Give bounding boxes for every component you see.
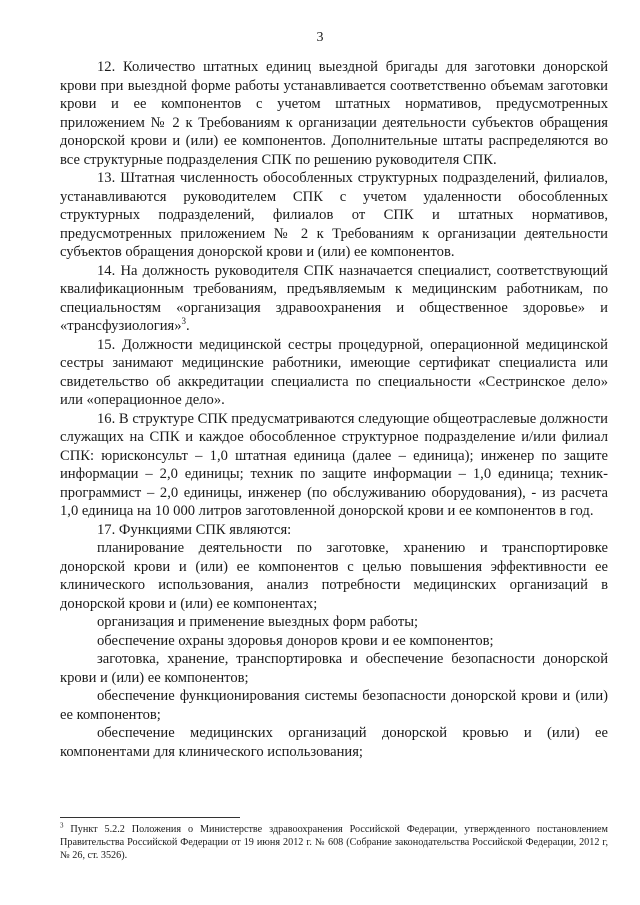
function-item: организация и применение выездных форм работы;: [97, 614, 419, 630]
footnote: [60, 823, 608, 862]
paragraph-16: 16. В структуре СПК предусматриваются следующие общеотраслевые должности служащих на СПК и каждое обособленное структурное подразделение и/или филиал СПК: юрисконсульт – 1,0 штатная единица (далее – единица); инженер по защите информации – 2,0 единицы; техник по защите информации – 1,0 единица; техник-программист – 2,0 единицы, инженер (по обслуживанию оборудования), - из расчета 1,0 единица на 10 000 литров заготовленной донорской крови и ее компонентов в год.: [60, 410, 608, 519]
page-number: 3: [316, 30, 324, 45]
paragraph-13: 13. Штатная численность обособленных структурных подразделений, филиалов, устанавливаются руководителем СПК с учетом удаленности обособленных структурных подразделений, филиалов от СПК и штатных нормативов, предусмотренных приложением № 2 к Требованиям к организации деятельности субъектов обращения донорской крови и (или) ее компонентов.: [60, 170, 608, 260]
document-body: [60, 58, 608, 761]
function-item: обеспечение медицинских организаций донорской кровью и (или) ее компонентами для клинического использования;: [60, 725, 608, 760]
paragraph-14: [60, 262, 608, 336]
paragraph-14-tail: .: [186, 318, 190, 334]
paragraph-15: 15. Должности медицинской сестры процедурной, операционной медицинской сестры занимают медицинские работники, имеющие сертификат специалиста или свидетельство об аккредитации специалиста по специальности «Сестринское дело» или «операционное дело».: [60, 336, 608, 408]
function-item: планирование деятельности по заготовке, хранению и транспортировке донорской крови и (или) ее компонентов с целью повышения эффективности ее клинического использования, анализ потребности медицинских организаций в донорской крови и (или) ее компонентах;: [60, 540, 608, 612]
footnote-divider: [60, 817, 240, 818]
footnote-mark: 3: [60, 821, 64, 830]
footnote-reference[interactable]: 3: [181, 316, 187, 327]
paragraph-12: 12. Количество штатных единиц выездной бригады для заготовки донорской крови при выездной форме работы устанавливается соответственно объемам заготовки крови и ее компонентов с учетом штатных нормативов, предусмотренных приложением № 2 к Требованиям к организации деятельности субъектов обращения донорской крови и (или) ее компонентов. Дополнительные штаты распределяются во все структурные подразделения СПК по решению руководителя СПК.: [60, 59, 608, 168]
function-item: обеспечение функционирования системы безопасности донорской крови и (или) ее компонентов;: [60, 688, 608, 723]
function-item: заготовка, хранение, транспортировка и обеспечение безопасности донорской крови и (или) ее компонентов;: [60, 651, 608, 686]
paragraph-14-text: 14. На должность руководителя СПК назначается специалист, соответствующий квалификационным требованиям, предъявляемым к медицинским работникам, по специальностям «организация здравоохранения и общественное здоровье» и «трансфузиология»: [60, 262, 608, 334]
function-item: обеспечение охраны здоровья доноров крови и ее компонентов;: [97, 632, 494, 649]
paragraph-17: 17. Функциями СПК являются:: [97, 521, 292, 538]
footnote-text: Пункт 5.2.2 Положения о Министерстве здравоохранения Российской Федерации, утвержденного постановлением Правительства Российской Федерации от 19 июня 2012 г. № 608 (Собрание законодательства Российской Федерации, 2012 г, № 26, ст. 3526).: [60, 824, 609, 861]
